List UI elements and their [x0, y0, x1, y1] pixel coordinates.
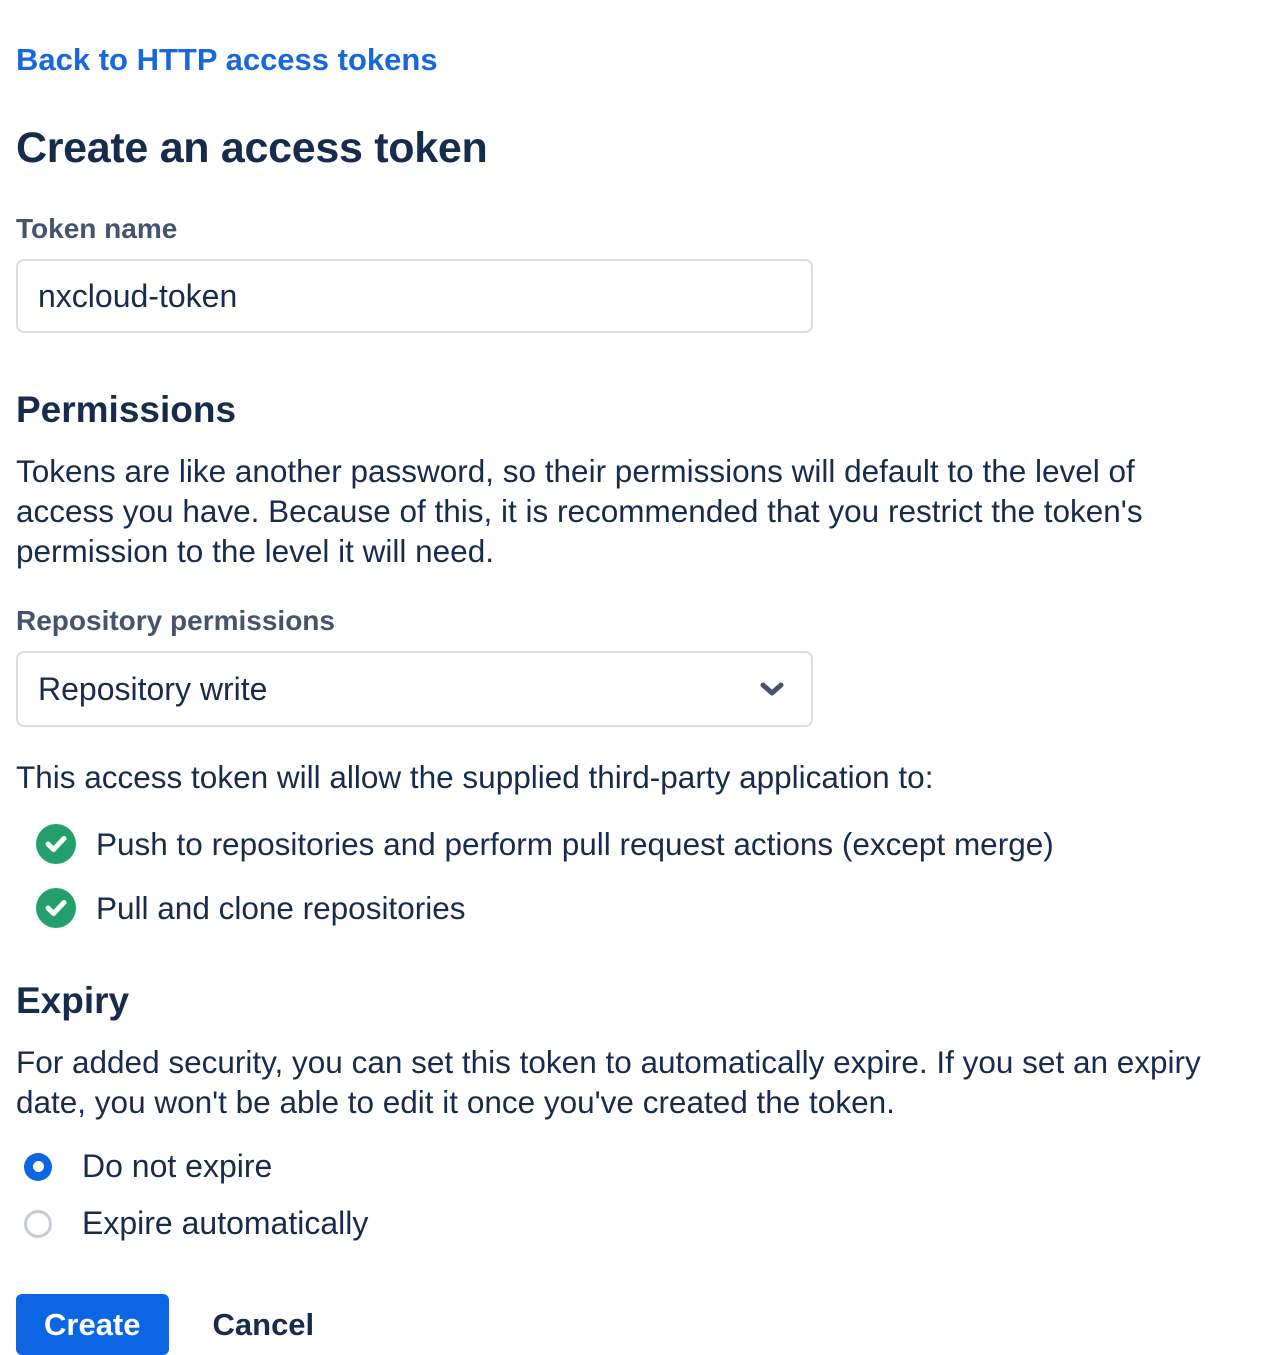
form-actions [16, 1294, 1258, 1355]
token-name-input[interactable] [16, 259, 813, 333]
page-title: Create an access token [16, 124, 488, 172]
radio-button-icon[interactable] [24, 1153, 52, 1181]
permissions-description: Tokens are like another password, so their permissions will default to the level of access you have. Because of this, it is recommended that you restrict the token's permission to the level it will need. [16, 453, 1143, 569]
capability-item [36, 888, 1258, 928]
repository-permissions-selected-value: Repository write [38, 670, 268, 707]
check-icon [36, 824, 76, 864]
back-to-http-access-tokens-link[interactable]: Back to HTTP access tokens [16, 42, 438, 77]
check-icon [36, 888, 76, 928]
chevron-down-icon [759, 681, 785, 697]
radio-do-not-expire[interactable] [24, 1148, 1258, 1185]
token-name-label: Token name [16, 213, 178, 244]
expiry-description: For added security, you can set this token to automatically expire. If you set an expiry date, you won't be able to edit it once you've created the token. [16, 1044, 1201, 1120]
expiry-heading: Expiry [16, 980, 130, 1021]
permissions-heading: Permissions [16, 389, 237, 430]
capability-list [36, 824, 1258, 928]
expiry-radio-group [16, 1148, 1258, 1242]
radio-label: Do not expire [82, 1148, 273, 1184]
radio-button-icon[interactable] [24, 1210, 52, 1238]
repository-permissions-select[interactable] [16, 651, 813, 727]
cancel-button[interactable]: Cancel [212, 1306, 315, 1342]
allow-intro-text: This access token will allow the supplied third-party application to: [16, 759, 934, 795]
radio-label: Expire automatically [82, 1205, 369, 1241]
capability-text: Pull and clone repositories [96, 889, 466, 926]
radio-expire-automatically[interactable] [24, 1205, 1258, 1242]
capability-text: Push to repositories and perform pull request actions (except merge) [96, 825, 1054, 862]
repository-permissions-label: Repository permissions [16, 605, 335, 636]
capability-item [36, 824, 1258, 864]
create-button[interactable]: Create [16, 1294, 169, 1355]
